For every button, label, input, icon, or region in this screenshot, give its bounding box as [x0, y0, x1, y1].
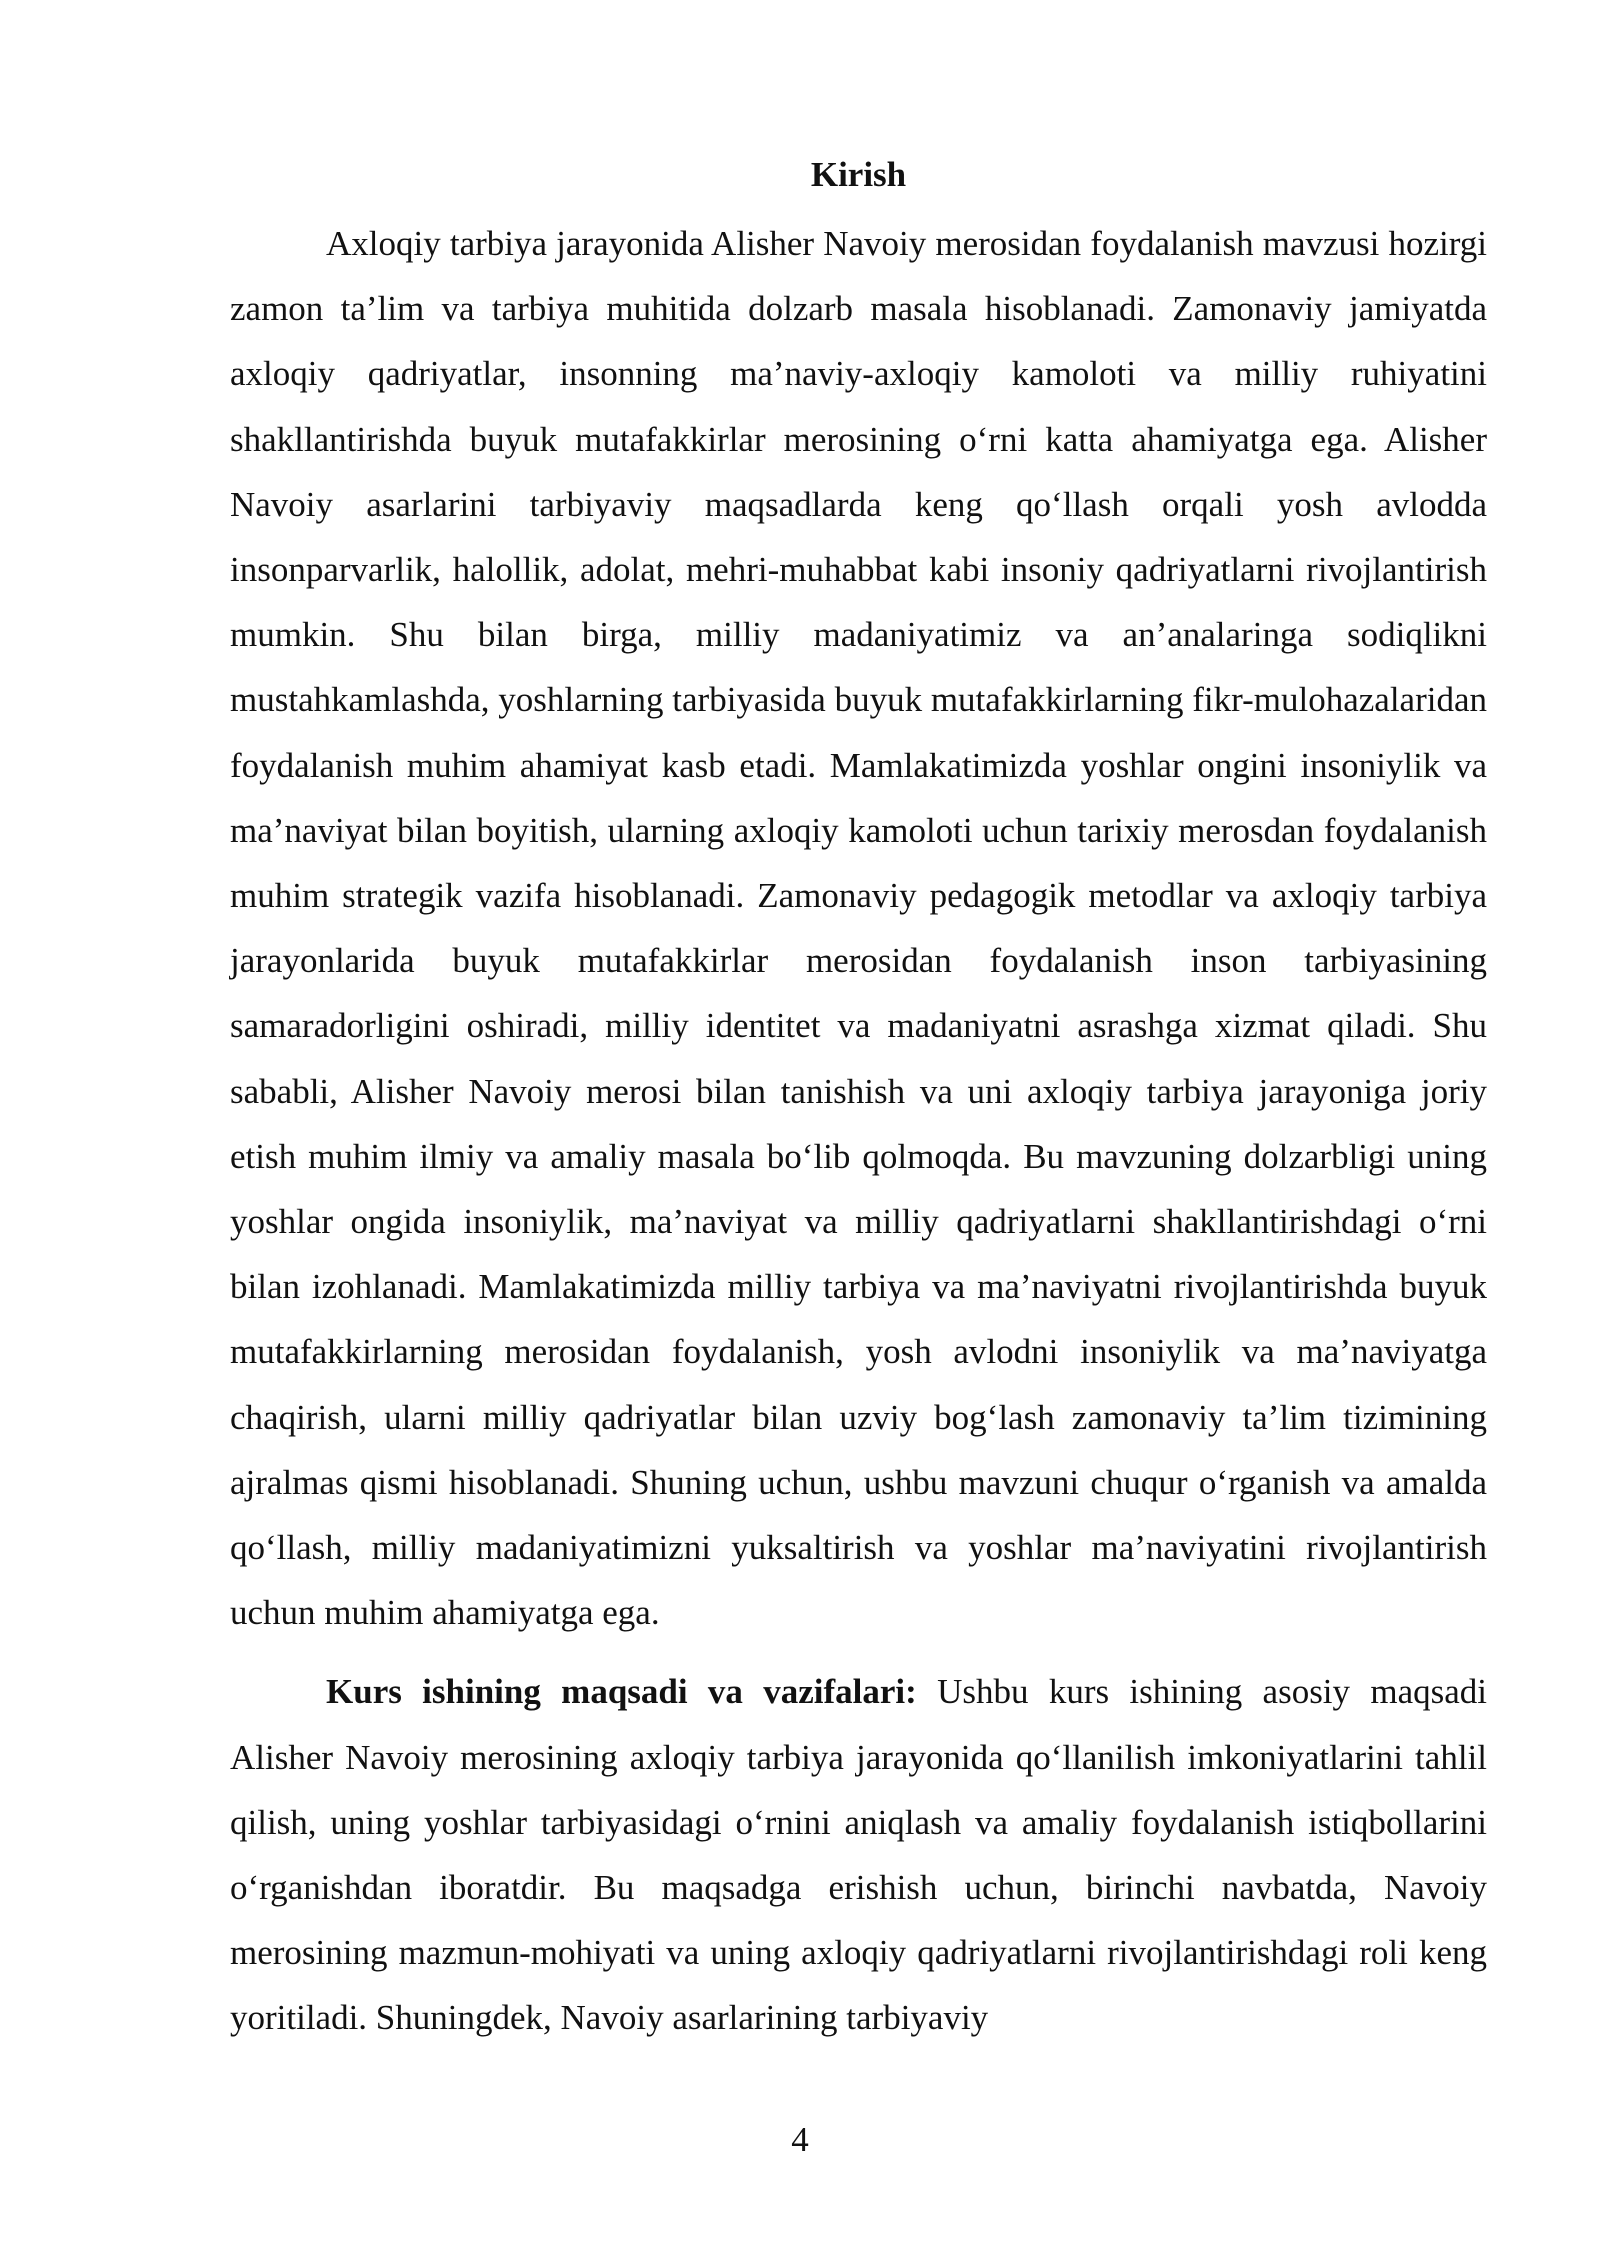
section-heading: Kirish: [810, 155, 907, 194]
page-body: [230, 145, 1487, 2051]
intro-paragraph: Axloqiy tarbiya jarayonida Alisher Navoiy merosidan foydalanish mavzusi hozirgi zamon ta’lim va tarbiya muhitida dolzarb masala hisoblanadi. Zamonaviy jamiyatda axloqiy qadriyatlar, insonning ma’naviy-axloqiy kamoloti va milliy ruhiyatini shakllantirishda buyuk mutafakkirlar merosining o‘rni katta ahamiyatga ega. Alisher Navoiy asarlarini tarbiyaviy maqsadlarda keng qo‘llash orqali yosh avlodda insonparvarlik, halollik, adolat, mehri-muhabbat kabi insoniy qadriyatlarni rivojlantirish mumkin. Shu bilan birga, milliy madaniyatimiz va an’analaringa sodiqlikni mustahkamlashda, yoshlarning tarbiyasida buyuk mutafakkirlarning fikr-mulohazalaridan foydalanish muhim ahamiyat kasb etadi. Mamlakatimizda yoshlar ongini insoniylik va ma’naviyat bilan boyitish, ularning axloqiy kamoloti uchun tarixiy merosdan foydalanish muhim strategik vazifa hisoblanadi. Zamonaviy pedagogik metodlar va axloqiy tarbiya jarayonlarida buyuk mutafakkirlar merosidan foydalanish inson tarbiyasining samaradorligini oshiradi, milliy identitet va madaniyatni asrashga xizmat qiladi. Shu sababli, Alisher Navoiy merosi bilan tanishish va uni axloqiy tarbiya jarayoniga joriy etish muhim ilmiy va amaliy masala bo‘lib qolmoqda. Bu mavzuning dolzarbligi uning yoshlar ongida insoniylik, ma’naviyat va milliy qadriyatlarni shakllantirishdagi o‘rni bilan izohlanadi. Mamlakatimizda milliy tarbiya va ma’naviyatni rivojlantirishda buyuk mutafakkirlarning merosidan foydalanish, yosh avlodni insoniylik va ma’naviyatga chaqirish, ularni milliy qadriyatlar bilan uzviy bog‘lash zamonaviy ta’lim tizimining ajralmas qismi hisoblanadi. Shuning uchun, ushbu mavzuni chuqur o‘rganish va amalda qo‘llash, milliy madaniyatimizni yuksaltirish va yoshlar ma’naviyatini rivojlantirish uchun muhim ahamiyatga ega.: [230, 224, 1487, 1633]
goals-paragraph: [230, 1659, 1487, 2050]
goals-paragraph-body: Ushbu kurs ishining asosiy maqsadi Alisher Navoiy merosining axloqiy tarbiya jarayonida qo‘llanilish imkoniyatlarini tahlil qilish, uning yoshlar tarbiyasidagi o‘rnini aniqlash va amaliy foydalanish istiqbollarini o‘rganishdan iboratdir. Bu maqsadga erishish uchun, birinchi navbatda, Navoiy merosining mazmun-mohiyati va uning axloqiy qadriyatlarni rivojlantirishdagi roli keng yoritiladi. Shuningdek, Navoiy asarlarining tarbiyaviy: [230, 1672, 1487, 2038]
goals-paragraph-lead: Kurs ishining maqsadi va vazifalari:: [326, 1672, 917, 1712]
page-number: 4: [791, 2120, 809, 2159]
